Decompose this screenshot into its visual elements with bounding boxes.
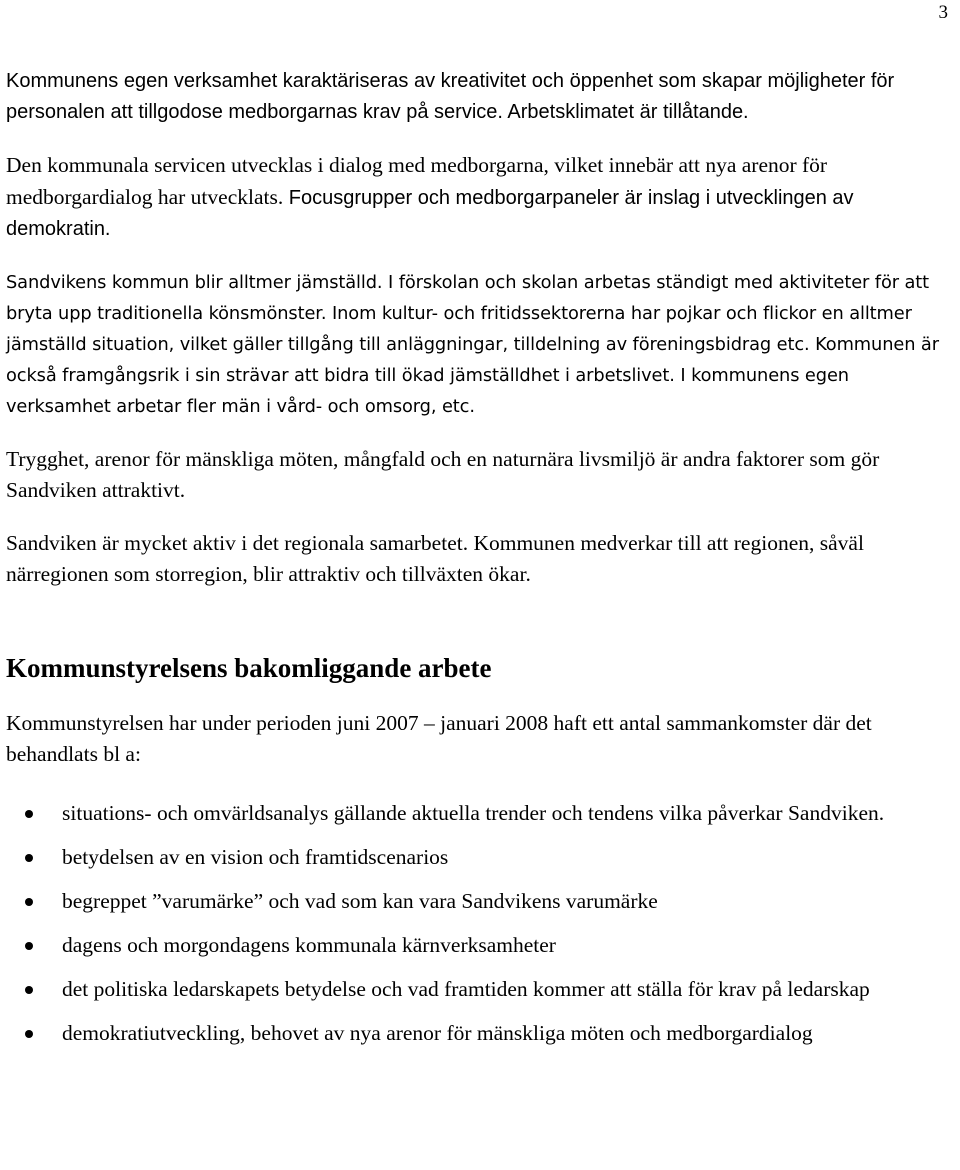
list-item-text: det politiska ledarskapets betydelse och vad framtiden kommer att ställa för krav på ledarskap	[62, 977, 870, 1001]
list-item-text: betydelsen av en vision och framtidscenarios	[62, 845, 449, 869]
bullet-icon	[25, 810, 33, 818]
paragraph-citizen-dialog-part2: Focusgrupper och medborgarpaneler är inslag i utvecklingen av demokratin.	[6, 187, 854, 240]
paragraph-citizen-dialog-part1: Den kommunala servicen utvecklas i dialog med medborgarna, vilket innebär att nya arenor för medborgardialog har utvecklats.	[6, 153, 828, 209]
topics-list	[6, 798, 952, 1049]
list-item-text: dagens och morgondagens kommunala kärnverksamheter	[62, 933, 556, 957]
bullet-icon	[25, 898, 33, 906]
section-heading: Kommunstyrelsens bakomliggande arbete	[6, 653, 492, 683]
list-item	[6, 930, 952, 961]
section-intro: Kommunstyrelsen har under perioden juni 2007 – januari 2008 haft ett antal sammankomster där det behandlats bl a:	[6, 711, 872, 766]
list-item-text: situations- och omvärldsanalys gällande aktuella trender och tendens vilka påverkar Sandviken.	[62, 801, 885, 825]
list-item	[6, 842, 952, 873]
list-item	[6, 886, 952, 917]
paragraph-citizen-dialog	[6, 150, 952, 245]
page-number: 3	[938, 2, 948, 23]
list-item-text: begreppet ”varumärke” och vad som kan vara Sandvikens varumärke	[62, 889, 658, 913]
document-body	[6, 66, 952, 1062]
paragraph-safety: Trygghet, arenor för mänskliga möten, mångfald och en naturnära livsmiljö är andra faktorer som gör Sandviken attraktivt.	[6, 447, 880, 502]
list-item	[6, 798, 952, 829]
paragraph-work-climate: Kommunens egen verksamhet karaktäriseras av kreativitet och öppenhet som skapar möjligheter för personalen att tillgodose medborgarnas krav på service. Arbetsklimatet är tillåtande.	[6, 70, 895, 123]
bullet-icon	[25, 1030, 33, 1038]
list-item-text: demokratiutveckling, behovet av nya arenor för mänskliga möten och medborgardialog	[62, 1021, 813, 1045]
paragraph-regional-cooperation: Sandviken är mycket aktiv i det regionala samarbetet. Kommunen medverkar till att regionen, såväl närregionen som storregion, blir attraktiv och tillväxten ökar.	[6, 531, 864, 586]
bullet-icon	[25, 854, 33, 862]
list-item	[6, 974, 952, 1005]
list-item	[6, 1018, 952, 1049]
bullet-icon	[25, 942, 33, 950]
paragraph-equality: Sandvikens kommun blir alltmer jämställd. I förskolan och skolan arbetas ständigt med aktiviteter för att bryta upp traditionella könsmönster. Inom kultur- och fritidssektorerna har pojkar och flickor en alltmer jämställd situation, vilket gäller tillgång till anläggningar, tilldelning av föreningsbidrag etc. Kommunen är också framgångsrik i sin strävar att bidra till ökad jämställdhet i arbetslivet. I kommunens egen verksamhet arbetar fler män i vård- och omsorg, etc.	[6, 272, 939, 417]
bullet-icon	[25, 986, 33, 994]
